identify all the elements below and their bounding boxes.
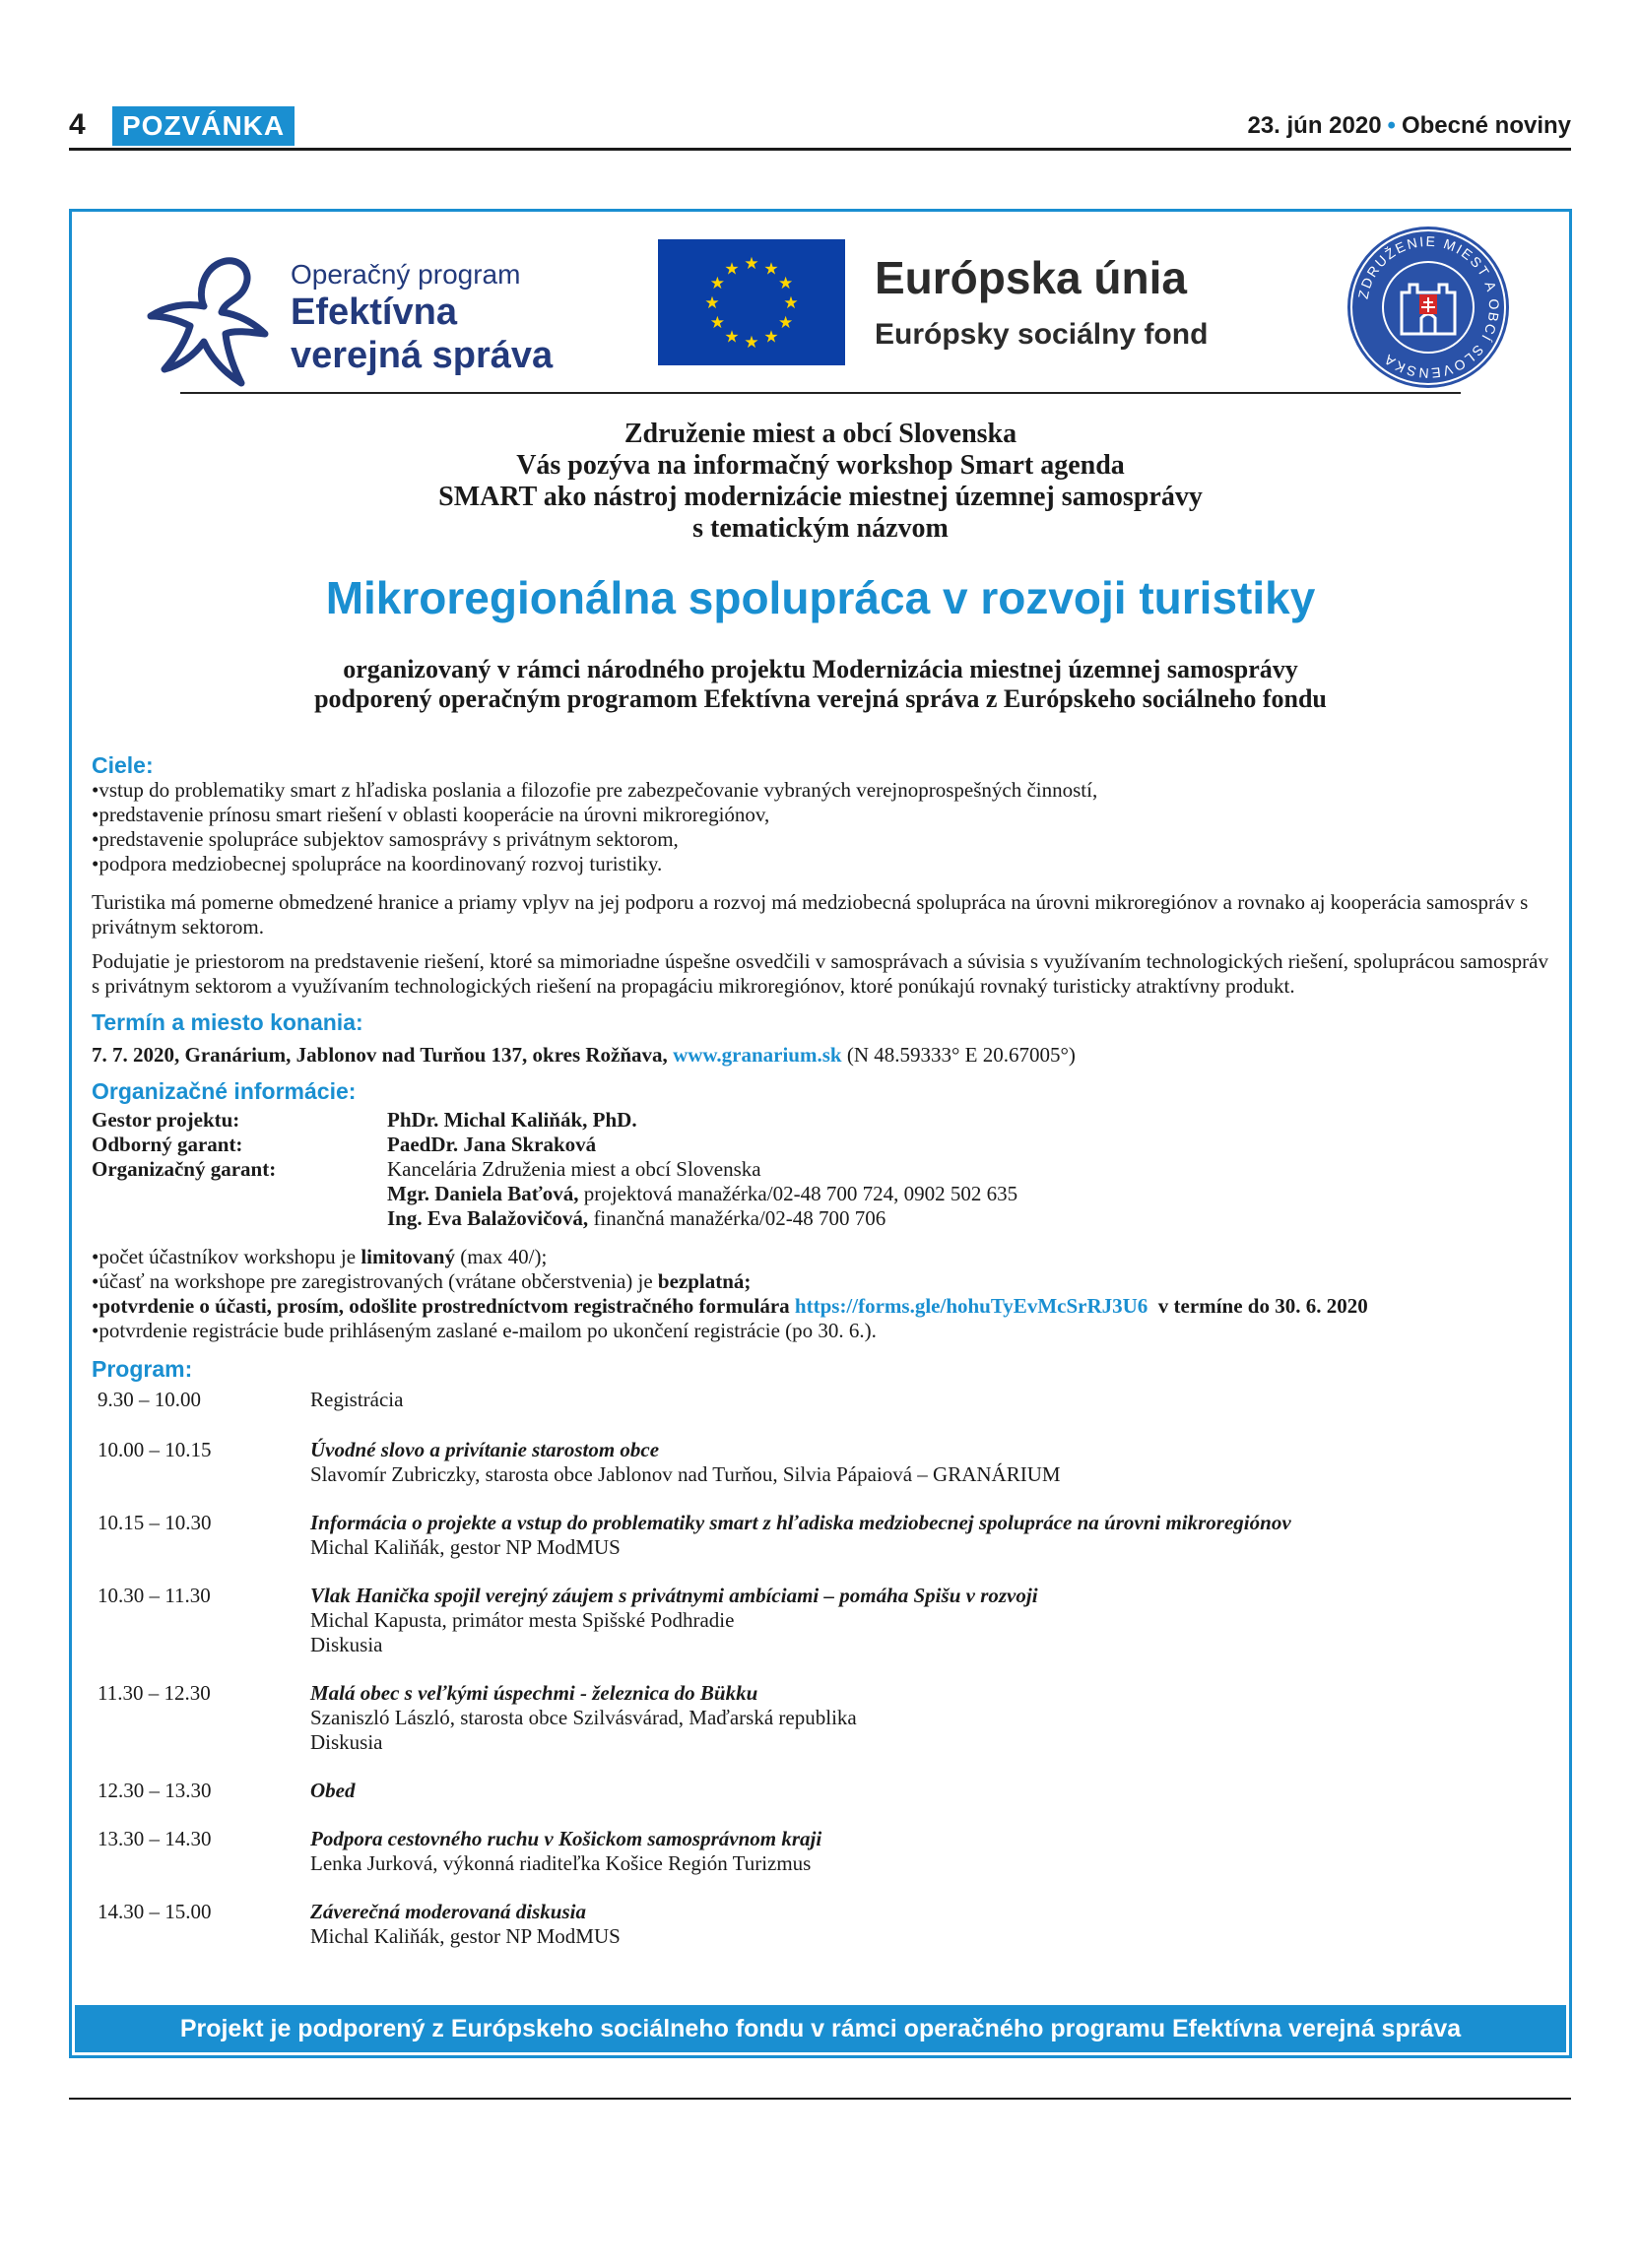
eu-star-icon: ★ xyxy=(778,274,794,292)
paragraph: Turistika má pomerne obmedzené hranice a priamy vplyv na jej podporu a rozvoj má medziobecná spolupráca na úrovni mikroregiónov a rovnako aj kooperácia samospráv s privátnym sektorom. xyxy=(92,890,1529,939)
logo-divider xyxy=(180,392,1461,394)
footer-banner: Projekt je podporený z Európskeho sociálneho fondu v rámci operačného programu Efektívna verejná správa xyxy=(75,2005,1566,2052)
program-title: Záverečná moderovaná diskusia xyxy=(310,1900,586,1923)
intro-line: SMART ako nástroj modernizácie miestnej územnej samosprávy xyxy=(438,482,1203,512)
eu-star-icon: ★ xyxy=(724,327,740,347)
zmos-seal-icon xyxy=(1345,224,1512,391)
termin-coords: (N 48.59333° E 20.67005°) xyxy=(846,1043,1076,1067)
list-item: • počet účastníkov workshopu je limitovaný (max 40/); xyxy=(92,1245,1549,1269)
list-item: • predstavenie spolupráce subjektov samosprávy s privátnym sektorom, xyxy=(92,827,1549,852)
org-label: Organizačný garant: xyxy=(92,1157,277,1181)
seal-text: ZDRUŽENIE MIEST A OBCÍ SLOVENSKA xyxy=(1354,232,1503,382)
headline: Mikroregionálna spolupráca v rozvoji turistiky xyxy=(325,572,1316,623)
op-line3: verejná správa xyxy=(291,335,554,376)
org-heading: Organizačné informácie: xyxy=(92,1078,357,1104)
contact xyxy=(387,1182,1017,1206)
program-line: Michal Kapusta, primátor mesta Spišské Podhradie xyxy=(310,1608,735,1632)
org-label: Gestor projektu: xyxy=(92,1108,240,1132)
subheadline xyxy=(72,655,1569,714)
op-figure-icon xyxy=(143,243,291,391)
eu-star-icon: ★ xyxy=(763,327,779,347)
contact xyxy=(387,1206,886,1231)
program-line: Michal Kaliňák, gestor NP ModMUS xyxy=(310,1924,621,1948)
program-time: 14.30 – 15.00 xyxy=(98,1900,212,1923)
issue-info xyxy=(1247,112,1571,140)
program-time: 11.30 – 12.30 xyxy=(98,1681,211,1705)
program-line: Michal Kaliňák, gestor NP ModMUS xyxy=(310,1535,621,1559)
org-value: PhDr. Michal Kaliňák, PhD. xyxy=(387,1108,637,1132)
program-row xyxy=(92,1511,1549,1560)
org-row xyxy=(92,1182,1549,1206)
program-time: 10.15 – 10.30 xyxy=(98,1511,212,1534)
eu-line1: Európska únia xyxy=(875,252,1187,303)
program-row xyxy=(92,1584,1549,1657)
granarium-link[interactable]: www.granarium.sk xyxy=(673,1043,842,1067)
list-item: • vstup do problematiky smart z hľadiska poslania a filozofie pre zabezpečovanie vybraných verejnoprospešných činností, xyxy=(92,778,1549,803)
op-logo xyxy=(143,229,576,397)
org-row xyxy=(92,1157,1549,1182)
program-row xyxy=(92,1438,1549,1487)
program-line: Diskusia xyxy=(310,1730,383,1754)
intro-line: Združenie miest a obcí Slovenska xyxy=(623,419,1017,449)
org-value: Kancelária Združenia miest a obcí Slovenska xyxy=(387,1157,761,1181)
section-tag: POZVÁNKA xyxy=(112,106,295,146)
list-item: • potvrdenie registrácie bude prihláseným zaslané e-mailom po ukončení registrácie (po 30. 6.). xyxy=(92,1319,1549,1343)
contact-detail: projektová manažérka/02-48 700 724, 0902 502 635 xyxy=(583,1182,1018,1205)
eu-star-icon: ★ xyxy=(709,313,725,332)
issue-date: 23. jún 2020 xyxy=(1247,112,1382,139)
contact-name: Ing. Eva Balažovičová, xyxy=(387,1206,589,1230)
org-table xyxy=(92,1108,1549,1231)
org-row xyxy=(92,1206,1549,1231)
intro-block xyxy=(72,419,1569,545)
ciele-heading: Ciele: xyxy=(92,752,154,778)
header-rule xyxy=(69,148,1571,151)
eu-star-icon: ★ xyxy=(704,293,720,312)
program-time: 10.30 – 11.30 xyxy=(98,1584,211,1607)
program-row xyxy=(92,1388,1549,1412)
bottom-rule xyxy=(69,2098,1571,2100)
op-line1: Operačný program xyxy=(291,259,521,290)
eu-logo-text xyxy=(875,251,1208,352)
eu-star-icon: ★ xyxy=(724,259,740,279)
list-item: • predstavenie prínosu smart riešení v oblasti kooperácie na úrovni mikroregiónov, xyxy=(92,803,1549,827)
org-label: Odborný garant: xyxy=(92,1133,243,1156)
org-value: PaedDr. Jana Skraková xyxy=(387,1133,597,1156)
program-time: 12.30 – 13.30 xyxy=(98,1779,212,1802)
eu-star-icon: ★ xyxy=(778,313,794,332)
org-row xyxy=(92,1108,1549,1133)
program-title: Malá obec s veľkými úspechmi - železnica do Bükku xyxy=(310,1681,758,1705)
list-item: • podpora medziobecnej spolupráce na koordinovaný rozvoj turistiky. xyxy=(92,852,1549,876)
program-time: 13.30 – 14.30 xyxy=(98,1827,212,1850)
program-line: Lenka Jurková, výkonná riaditeľka Košice Región Turizmus xyxy=(310,1851,812,1875)
program-title: Podpora cestovného ruchu v Košickom samosprávnom kraji xyxy=(310,1827,822,1850)
list-item: • účasť na workshope pre zaregistrovaných (vrátane občerstvenia) je bezplatná; xyxy=(92,1269,1549,1294)
op-line2: Efektívna xyxy=(291,292,457,333)
program-title: Informácia o projekte a vstup do problematiky smart z hľadiska medziobecnej spolupráce na úrovni mikroregiónov xyxy=(310,1511,1291,1534)
page-header xyxy=(69,106,1571,150)
intro-line: Vás pozýva na informačný workshop Smart agenda xyxy=(516,450,1125,481)
program-line: Szaniszló László, starosta obce Szilvásvárad, Maďarská republika xyxy=(310,1706,857,1729)
program-row xyxy=(92,1900,1549,1949)
program-time: 10.00 – 10.15 xyxy=(98,1438,212,1461)
main-content xyxy=(92,753,1549,1949)
paragraph: Podujatie je priestorom na predstavenie riešení, ktoré sa mimoriadne úspešne osvedčili v samosprávach a súvisia s využívaním technologických riešení, spoluprácou samospráv s privátnym sektorom a využívaním technologických riešení na propagáciu mikroregiónov, ktoré ponúkajú rovnaký turisticky atraktívny produkt. xyxy=(92,949,1548,998)
program-line: Diskusia xyxy=(310,1633,383,1656)
termin-place: 7. 7. 2020, Granárium, Jablonov nad Turňou 137, okres Rožňava, xyxy=(92,1043,668,1067)
termin-line xyxy=(92,1043,1549,1068)
separator-dot: • xyxy=(1387,112,1396,139)
program-heading: Program: xyxy=(92,1356,193,1382)
page-number: 4 xyxy=(69,108,86,141)
program-title: Úvodné slovo a privítanie starostom obce xyxy=(310,1438,660,1461)
program-row xyxy=(92,1827,1549,1876)
program-title: Obed xyxy=(310,1779,356,1802)
eu-star-icon: ★ xyxy=(783,293,799,312)
org-notes xyxy=(92,1245,1549,1343)
org-row xyxy=(92,1133,1549,1157)
program-row xyxy=(92,1779,1549,1803)
eu-flag-icon xyxy=(658,239,845,365)
eu-line2: Európsky sociálny fond xyxy=(875,318,1209,351)
intro-line: s tematickým názvom xyxy=(692,513,949,544)
contact-name: Mgr. Daniela Baťová, xyxy=(387,1182,579,1205)
eu-star-icon: ★ xyxy=(709,274,725,292)
eu-star-icon: ★ xyxy=(763,259,779,279)
program-row xyxy=(92,1681,1549,1755)
eu-star-icon: ★ xyxy=(744,254,759,273)
program-list xyxy=(92,1388,1549,1949)
eu-star-icon: ★ xyxy=(744,333,759,352)
subheadline-line: organizovaný v rámci národného projektu Modernizácia miestnej územnej samosprávy xyxy=(343,655,1298,683)
subheadline-line: podporený operačným programom Efektívna verejná správa z Európskeho sociálneho fondu xyxy=(314,684,1327,713)
termin-heading: Termín a miesto konania: xyxy=(92,1009,363,1035)
program-title: Vlak Hanička spojil verejný záujem s privátnymi ambíciami – pomáha Spišu v rozvoji xyxy=(310,1584,1038,1607)
program-line: Registrácia xyxy=(310,1388,404,1411)
list-item: • potvrdenie o účasti, prosím, odošlite prostredníctvom registračného formulára https://forms.gle/hohuTyEvMcSrRJ3U6 v termíne do 30. 6. 2020 xyxy=(92,1294,1549,1319)
contact-detail: finančná manažérka/02-48 700 706 xyxy=(593,1206,886,1230)
newspaper-name: Obecné noviny xyxy=(1401,112,1571,139)
invitation-frame xyxy=(69,209,1572,2058)
program-line: Slavomír Zubriczky, starosta obce Jablonov nad Turňou, Silvia Pápaiová – GRANÁRIUM xyxy=(310,1462,1061,1486)
ciele-list xyxy=(92,778,1549,876)
program-time: 9.30 – 10.00 xyxy=(98,1388,201,1411)
registration-link[interactable]: https://forms.gle/hohuTyEvMcSrRJ3U6 xyxy=(794,1294,1148,1318)
